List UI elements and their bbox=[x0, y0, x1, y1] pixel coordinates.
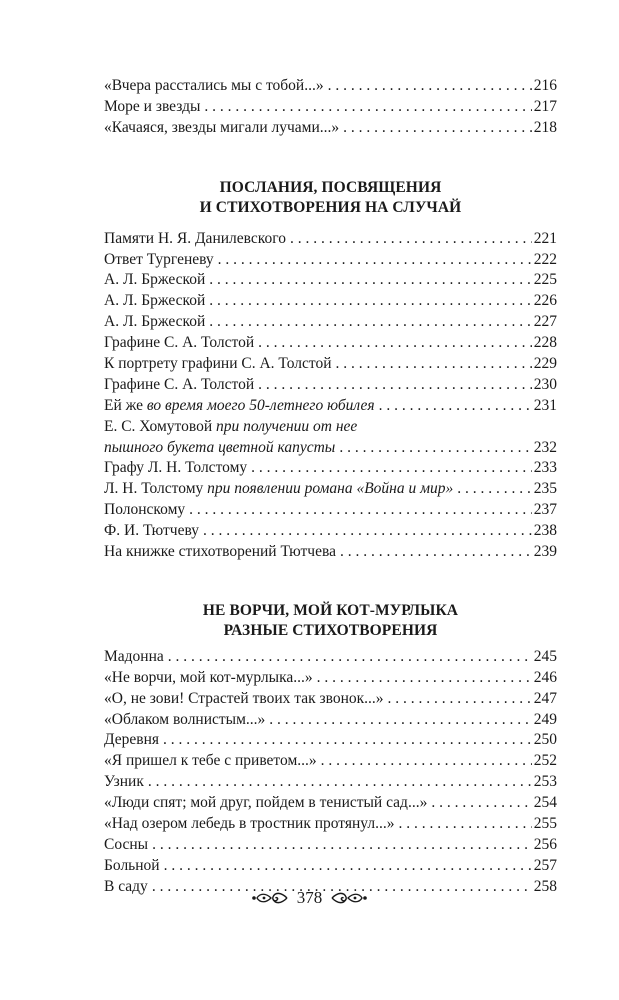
dot-leader bbox=[321, 751, 532, 772]
toc-entry bbox=[104, 689, 557, 710]
toc-entry bbox=[104, 76, 557, 97]
toc-entry bbox=[104, 751, 557, 772]
toc-entry-page: 229 bbox=[533, 355, 557, 373]
page-footer bbox=[0, 886, 619, 910]
dot-leader bbox=[209, 270, 531, 291]
toc-entry-title: Море и звезды bbox=[104, 97, 201, 115]
toc-entry-title: Л. Н. Толстому при появлении романа «Война и мир» bbox=[104, 480, 454, 498]
dot-leader bbox=[209, 291, 531, 312]
toc-entry bbox=[104, 710, 557, 731]
toc-entry-title: А. Л. Бржеской bbox=[104, 313, 206, 331]
toc-entry-title: Мадонна bbox=[104, 647, 164, 665]
toc-entry-page: 216 bbox=[533, 77, 557, 94]
dot-leader bbox=[203, 521, 532, 542]
toc-entry bbox=[104, 375, 557, 396]
toc-entry-page: 227 bbox=[533, 313, 557, 331]
toc-entry-title: Графу Л. Н. Толстому bbox=[104, 459, 248, 477]
toc-entry-title: Ответ Тургеневу bbox=[104, 250, 214, 268]
section-heading bbox=[104, 178, 557, 219]
dot-leader bbox=[398, 814, 531, 835]
dot-leader bbox=[336, 354, 532, 375]
toc-entry-page: 254 bbox=[533, 794, 557, 812]
toc-entry-title: Графине С. А. Толстой bbox=[104, 334, 255, 352]
toc-entry-title: На книжке стихотворений Тютчева bbox=[104, 543, 336, 561]
toc-entry-title: Полонскому bbox=[104, 501, 186, 519]
section-heading-line: И СТИХОТВОРЕНИЯ НА СЛУЧАЙ bbox=[199, 199, 462, 217]
toc-entry bbox=[104, 772, 557, 793]
dot-leader bbox=[168, 647, 532, 668]
dot-leader bbox=[343, 118, 532, 139]
toc-entry bbox=[104, 668, 557, 689]
toc-entry-title: В саду bbox=[104, 877, 148, 895]
toc-entry-page: 228 bbox=[533, 334, 557, 352]
dot-leader bbox=[457, 479, 532, 500]
dot-leader bbox=[258, 375, 532, 396]
toc-entry-page: 222 bbox=[533, 250, 557, 268]
dot-leader bbox=[388, 689, 532, 710]
toc-entry bbox=[104, 479, 557, 500]
toc-entry-page: 231 bbox=[533, 396, 557, 414]
toc-entry-page: 245 bbox=[533, 647, 557, 665]
dot-leader bbox=[317, 668, 532, 689]
dot-leader bbox=[148, 772, 532, 793]
toc-entry-title: А. Л. Бржеской bbox=[104, 292, 206, 310]
dot-leader bbox=[152, 835, 532, 856]
toc-entry-page: 237 bbox=[533, 501, 557, 519]
toc-entry-page: 238 bbox=[533, 522, 557, 540]
toc-entry-note: при получении от нее bbox=[216, 417, 358, 435]
toc-entry-note: во время моего 50-летнего юбилея bbox=[146, 396, 375, 414]
section-heading-line: НЕ ВОРЧИ, МОЙ КОТ-МУРЛЫКА bbox=[202, 601, 459, 619]
toc-entry bbox=[104, 97, 557, 118]
toc-entry-page: 252 bbox=[533, 752, 557, 770]
table-of-contents bbox=[104, 76, 557, 898]
dot-leader bbox=[340, 542, 532, 563]
toc-entry bbox=[104, 250, 557, 271]
dot-leader bbox=[209, 312, 531, 333]
toc-entry-page: 256 bbox=[533, 835, 557, 853]
toc-entry-title: Узник bbox=[104, 773, 144, 791]
toc-entry bbox=[104, 312, 557, 333]
toc-entry-page: 235 bbox=[533, 480, 557, 498]
dot-leader bbox=[164, 856, 532, 877]
toc-entry-title: Больной bbox=[104, 856, 160, 874]
toc-entry-title bbox=[104, 438, 335, 459]
toc-entry-title: Сосны bbox=[104, 835, 149, 853]
toc-entry bbox=[104, 835, 557, 856]
toc-entry-title: К портрету графини С. А. Толстой bbox=[104, 355, 332, 373]
page-number: 378 bbox=[296, 888, 323, 907]
toc-entry-title: Ф. И. Тютчеву bbox=[104, 522, 199, 540]
toc-entry-page: 253 bbox=[533, 773, 557, 791]
toc-entry-title: «Я пришел к тебе с приветом...» bbox=[104, 752, 317, 770]
toc-entry-page: 226 bbox=[533, 292, 557, 310]
dot-leader bbox=[339, 438, 531, 459]
toc-entry bbox=[104, 856, 557, 877]
toc-entry-page: 230 bbox=[533, 375, 557, 393]
toc-entry-note: при появлении романа «Война и мир» bbox=[207, 480, 454, 498]
toc-entry-title: «Вчера расстались мы с тобой...» bbox=[104, 77, 324, 94]
section-heading bbox=[104, 601, 557, 642]
toc-entry-page: 246 bbox=[533, 668, 557, 686]
dot-leader bbox=[204, 97, 531, 118]
toc-entry-page: 255 bbox=[533, 815, 557, 833]
toc-entry-page: 218 bbox=[533, 118, 557, 136]
toc-entry bbox=[104, 500, 557, 521]
dot-leader bbox=[258, 333, 532, 354]
toc-entry bbox=[104, 291, 557, 312]
toc-entry bbox=[104, 270, 557, 291]
toc-entry-page: 257 bbox=[533, 856, 557, 874]
toc-entry bbox=[104, 229, 557, 250]
toc-entry bbox=[104, 793, 557, 814]
toc-entry-page: 217 bbox=[533, 97, 557, 115]
dot-leader bbox=[328, 76, 532, 97]
toc-entry-title: «Качаяся, звезды мигали лучами...» bbox=[104, 118, 340, 136]
dot-leader bbox=[431, 793, 531, 814]
toc-list-section2 bbox=[104, 647, 557, 898]
toc-entry-page: 250 bbox=[533, 731, 557, 749]
toc-entry-page: 247 bbox=[533, 689, 557, 707]
right-ornament-icon bbox=[330, 889, 368, 907]
toc-entry-title: «Над озером лебедь в тростник протянул...» bbox=[104, 815, 395, 833]
toc-list-top bbox=[104, 76, 557, 139]
left-ornament-icon bbox=[251, 889, 289, 907]
toc-entry bbox=[104, 542, 557, 563]
dot-leader bbox=[379, 396, 532, 417]
toc-entry-title: Деревня bbox=[104, 731, 160, 749]
toc-entry-title: «О, не зови! Страстей твоих так звонок...» bbox=[104, 689, 384, 707]
section-heading-line: ПОСЛАНИЯ, ПОСВЯЩЕНИЯ bbox=[219, 178, 442, 196]
toc-entry bbox=[104, 814, 557, 835]
toc-entry bbox=[104, 458, 557, 479]
dot-leader bbox=[251, 458, 532, 479]
toc-entry-title: Е. С. Хомутовой при получении от нее bbox=[104, 417, 358, 435]
toc-entry-page: 221 bbox=[533, 229, 557, 247]
toc-entry bbox=[104, 521, 557, 542]
toc-entry-page: 239 bbox=[533, 543, 557, 561]
toc-entry bbox=[104, 647, 557, 668]
toc-list-section1 bbox=[104, 229, 557, 563]
section-heading-line: РАЗНЫЕ СТИХОТВОРЕНИЯ bbox=[223, 622, 438, 640]
toc-entry-page: 225 bbox=[533, 271, 557, 289]
dot-leader bbox=[218, 250, 532, 271]
toc-entry-title: «Не ворчи, мой кот-мурлыка...» bbox=[104, 668, 313, 686]
toc-entry-page: 258 bbox=[533, 877, 557, 895]
toc-entry-page: 249 bbox=[533, 710, 557, 728]
toc-entry-page: 233 bbox=[533, 459, 557, 477]
toc-entry bbox=[104, 333, 557, 354]
toc-entry-title: Графине С. А. Толстой bbox=[104, 375, 255, 393]
dot-leader bbox=[290, 229, 532, 250]
toc-entry-note: пышного букета цветной капусты bbox=[104, 438, 336, 456]
toc-entry bbox=[104, 396, 557, 417]
toc-entry-title: Памяти Н. Я. Данилевского bbox=[104, 229, 286, 247]
toc-entry-title: «Люди спят; мой друг, пойдем в тенистый сад...» bbox=[104, 794, 428, 812]
toc-entry bbox=[104, 417, 557, 438]
toc-entry bbox=[104, 438, 557, 459]
toc-entry-title: Ей же во время моего 50-летнего юбилея bbox=[104, 396, 375, 414]
toc-entry-title: «Облаком волнистым...» bbox=[104, 710, 266, 728]
dot-leader bbox=[189, 500, 532, 521]
toc-entry bbox=[104, 730, 557, 751]
dot-leader bbox=[269, 710, 531, 731]
toc-entry-title: А. Л. Бржеской bbox=[104, 271, 206, 289]
dot-leader bbox=[163, 730, 532, 751]
toc-entry bbox=[104, 354, 557, 375]
toc-entry-page: 232 bbox=[533, 438, 557, 456]
toc-entry bbox=[104, 118, 557, 139]
